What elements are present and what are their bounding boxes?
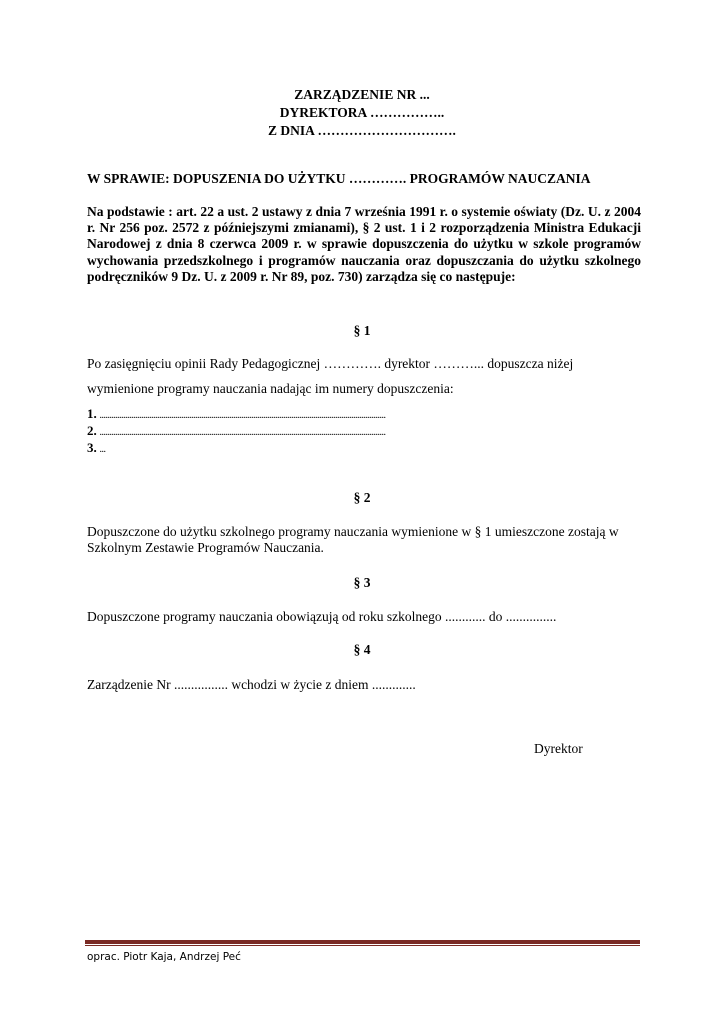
legal-basis: Na podstawie : art. 22 a ust. 2 ustawy z dnia 7 września 1991 r. o systemie oświaty (Dz. U. z 2004 r. Nr 256 poz. 2572 z późniejszymi zmianami), § 2 ust. 1 i 2 rozporządzenia Ministra Edukacji Narodowej z dnia 8 czerwca 2009 r. w sprawie dopuszczenia do użytku w szkole programów wychowania przedszkolnego i programów nauczania oraz dopuszczania do użytku szkolnego podręczników 9 Dz. U. z 2009 r. Nr 89, poz. 730) zarządza się co następuje: bbox=[87, 204, 641, 284]
section-3-title: § 3 bbox=[353, 575, 371, 590]
section-1-line-2: wymienione programy nauczania nadając im numery dopuszczenia: bbox=[87, 381, 454, 396]
list-item-dots: ... bbox=[99, 444, 106, 455]
section-4-text: Zarządzenie Nr ................ wchodzi w życie z dniem ............. bbox=[87, 677, 416, 692]
program-list bbox=[87, 405, 647, 456]
header-director: DYREKTORA …………….. bbox=[279, 105, 445, 120]
list-item-number: 1. bbox=[87, 406, 97, 421]
section-1-line-1: Po zasięgnięciu opinii Rady Pedagogicznej …………. dyrektor ………... dopuszcza niżej bbox=[87, 356, 574, 371]
list-item-dots: ............................................................................................................................................... bbox=[99, 410, 386, 421]
section-4-title: § 4 bbox=[353, 642, 371, 657]
section-1-title: § 1 bbox=[353, 323, 371, 338]
list-item-dots: ............................................................................................................................................... bbox=[99, 427, 386, 438]
list-item bbox=[87, 439, 647, 456]
list-item bbox=[87, 422, 647, 439]
footer-credits: oprac. Piotr Kaja, Andrzej Peć bbox=[87, 951, 241, 963]
list-item-number: 2. bbox=[87, 423, 97, 438]
subject-line: W SPRAWIE: DOPUSZENIA DO UŻYTKU …………. PROGRAMÓW NAUCZANIA bbox=[87, 171, 591, 186]
header-date: Z DNIA …………………………. bbox=[268, 123, 456, 138]
list-item bbox=[87, 405, 647, 422]
section-2-title: § 2 bbox=[353, 490, 371, 505]
footer-divider bbox=[85, 940, 640, 944]
section-2-text: Dopuszczone do użytku szkolnego programy nauczania wymienione w § 1 umieszczone zostają w Szkolnym Zestawie Programów Nauczania. bbox=[87, 524, 619, 555]
list-item-number: 3. bbox=[87, 440, 97, 455]
section-3-text: Dopuszczone programy nauczania obowiązują od roku szkolnego ............ do ............... bbox=[87, 609, 557, 624]
document-header bbox=[0, 86, 724, 140]
signature-label: Dyrektor bbox=[534, 741, 583, 756]
header-title: ZARZĄDZENIE NR ... bbox=[294, 87, 430, 102]
footer-divider-thin bbox=[85, 945, 640, 946]
